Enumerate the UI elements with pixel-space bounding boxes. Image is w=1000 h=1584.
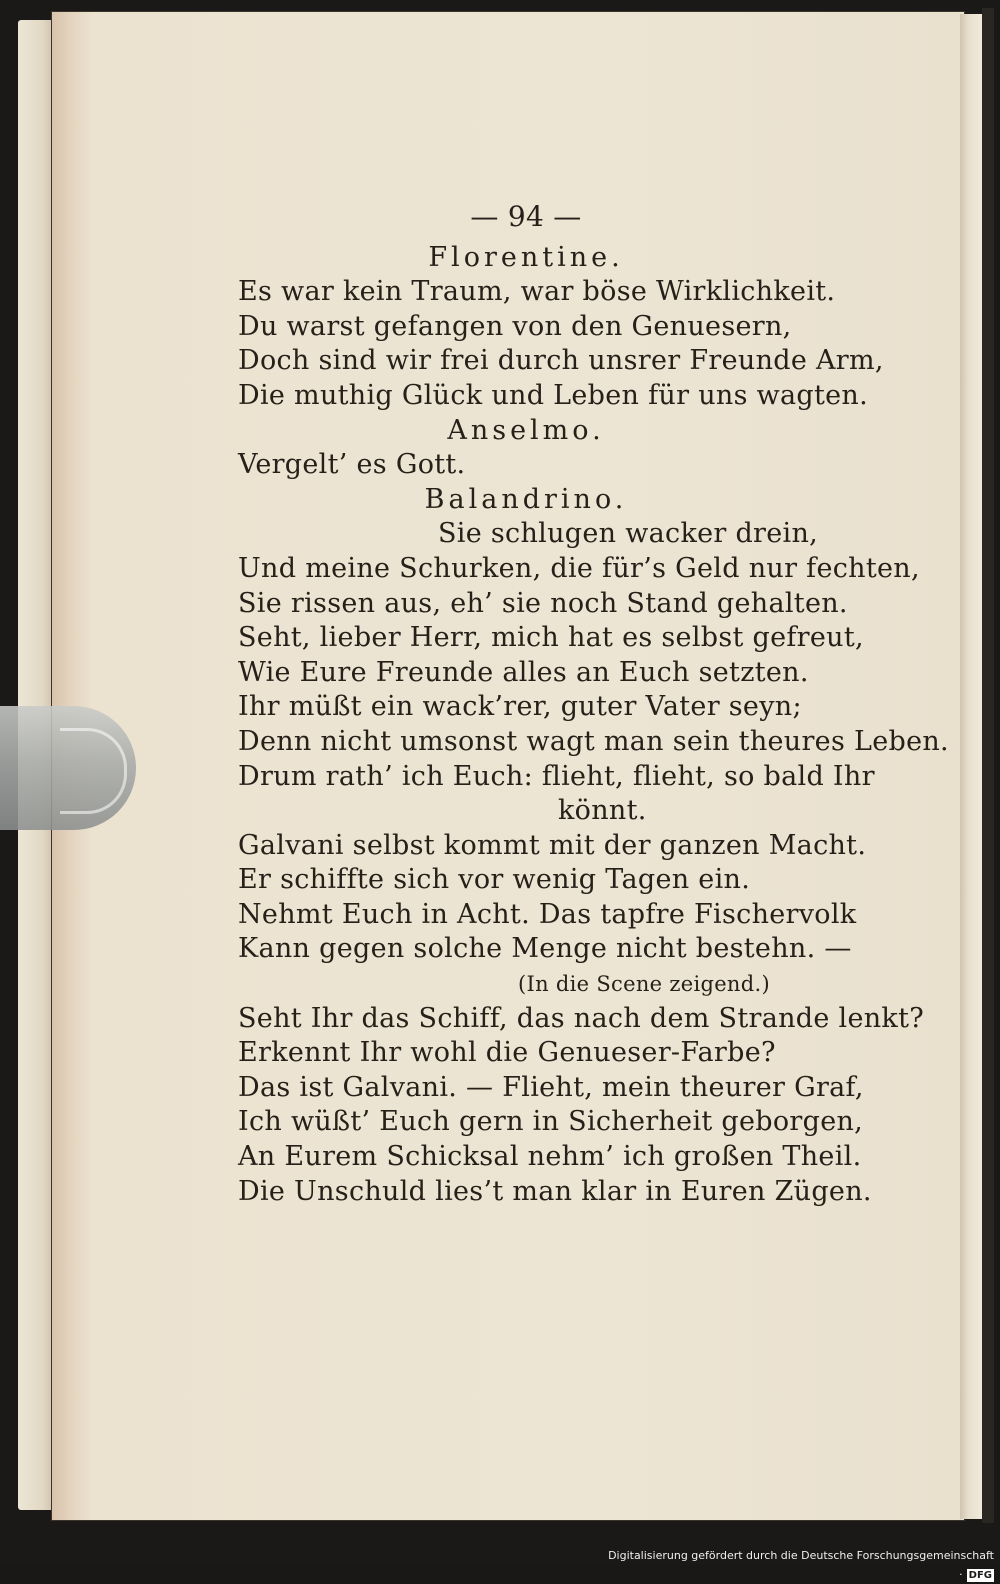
- page-text: [238, 200, 949, 1209]
- fore-edge: [960, 14, 982, 1519]
- verse-line: Drum rath’ ich Euch: flieht, flieht, so bald Ihr: [238, 760, 875, 792]
- verse-line: könnt.: [558, 795, 647, 827]
- verse-line: Ich wüßt’ Euch gern in Sicherheit geborgen,: [238, 1106, 864, 1138]
- stage-direction: (In die Scene zeigend.): [518, 972, 770, 997]
- verse-line: Die muthig Glück und Leben für uns wagten.: [238, 379, 869, 411]
- verse-line: Galvani selbst kommt mit der ganzen Macht.: [238, 829, 867, 861]
- speaker-name: Anselmo.: [447, 414, 605, 446]
- verse-line: Sie rissen aus, eh’ sie noch Stand gehalten.: [238, 587, 848, 619]
- dfg-logo: DFG: [968, 1570, 992, 1581]
- verse-line: Nehmt Euch in Acht. Das tapfre Fischervolk: [238, 898, 857, 930]
- verse-line: Erkennt Ihr wohl die Genueser-Farbe?: [238, 1037, 776, 1069]
- verse-line: Er schiffte sich vor wenig Tagen ein.: [238, 864, 751, 896]
- verse-line: Doch sind wir frei durch unsrer Freunde Arm,: [238, 345, 884, 377]
- fore-edge-shadow: [982, 8, 994, 1523]
- verse-line: Du warst gefangen von den Genuesern,: [238, 310, 792, 342]
- verse-line: Die Unschuld lies’t man klar in Euren Zügen.: [238, 1175, 872, 1207]
- footer-text: Digitalisierung gefördert durch die Deutsche Forschungsgemeinschaft ·: [608, 1549, 994, 1581]
- verse-line: Ihr müßt ein wack’rer, guter Vater seyn;: [238, 691, 802, 723]
- text-lines: [238, 241, 949, 1210]
- verse-line: Es war kein Traum, war böse Wirklichkeit.: [238, 276, 836, 308]
- speaker-name: Florentine.: [428, 241, 624, 273]
- verse-line: Vergelt’ es Gott.: [238, 449, 466, 481]
- verse-line: Und meine Schurken, die für’s Geld nur fechten,: [238, 552, 920, 584]
- verse-line: Seht, lieber Herr, mich hat es selbst gefreut,: [238, 622, 864, 654]
- footer-credit: [606, 1546, 1000, 1581]
- verse-line: Sie schlugen wacker drein,: [438, 518, 819, 550]
- page-number: — 94 —: [470, 200, 582, 233]
- verse-line: Wie Eure Freunde alles an Euch setzten.: [238, 656, 809, 688]
- verse-line: An Eurem Schicksal nehm’ ich großen Theil.: [238, 1141, 862, 1173]
- verse-line: Kann gegen solche Menge nicht bestehn. —: [238, 933, 852, 965]
- verse-line: Denn nicht umsonst wagt man sein theures Leben.: [238, 725, 949, 757]
- verse-line: Das ist Galvani. — Flieht, mein theurer Graf,: [238, 1071, 864, 1103]
- verse-line: Seht Ihr das Schiff, das nach dem Strande lenkt?: [238, 1002, 925, 1034]
- speaker-name: Balandrino.: [424, 483, 628, 515]
